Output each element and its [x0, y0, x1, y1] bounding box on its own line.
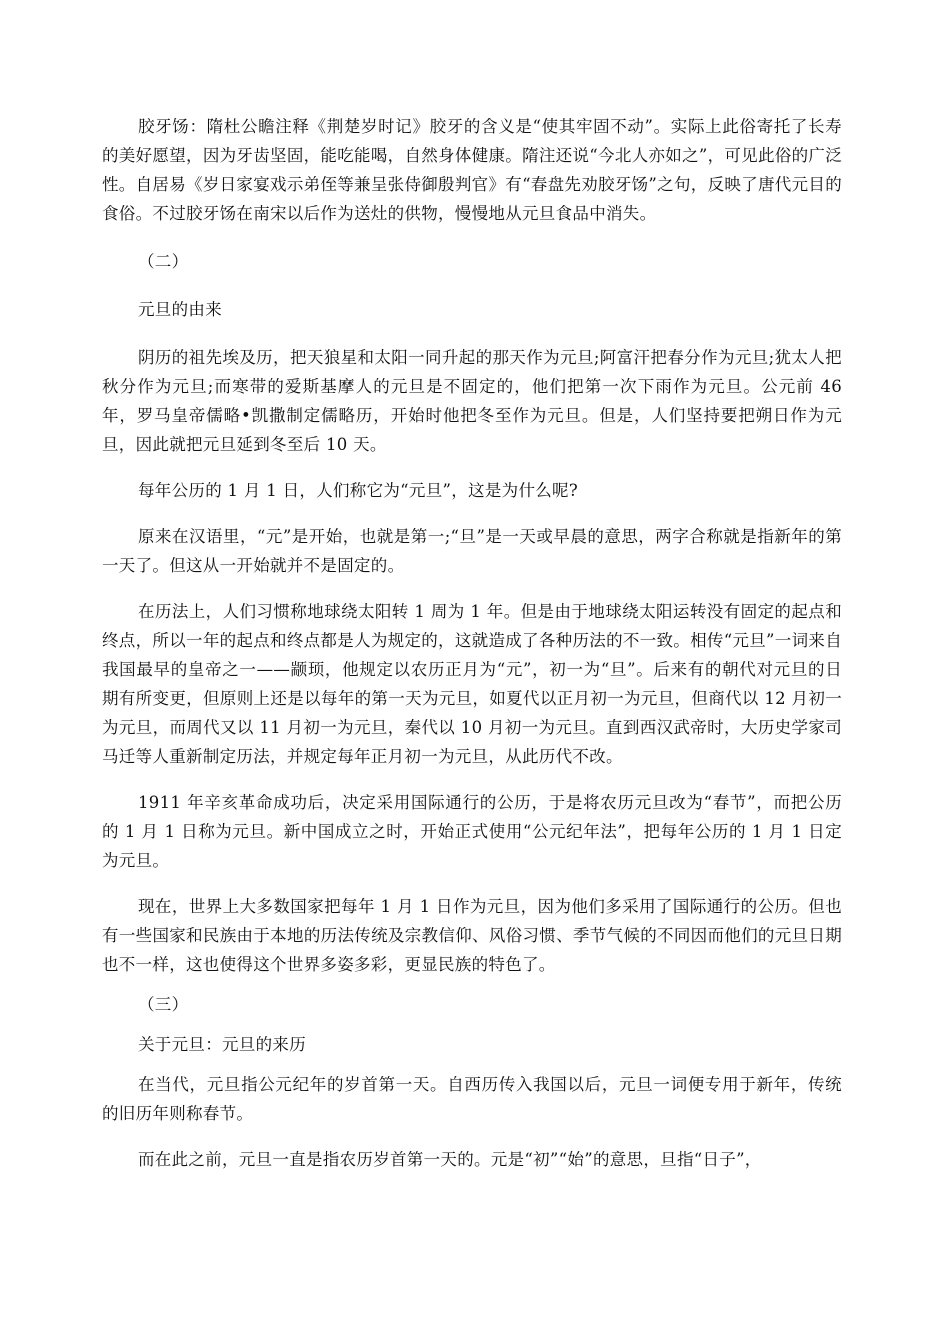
section-title-origin: 元旦的由来 — [138, 300, 222, 319]
paragraph-jiaoyaxing: 胶牙饧：隋杜公瞻注释《荆楚岁时记》胶牙的含义是“使其牢固不动”。实际上此俗寄托了长寿的美好愿望，因为牙齿坚固，能吃能喝，自然身体健康。隋注还说“今北人亦如之”，可见此俗的广泛性。自居易《岁日家宴戏示弟侄等兼呈张侍御殷判官》有“春盘先劝胶牙饧”之句，反映了唐代元目的食俗。不过胶牙饧在南宋以后作为送灶的供物，慢慢地从元旦食品中消失。 — [102, 117, 842, 223]
document-page — [102, 112, 842, 1174]
section-heading-3: （三） — [138, 995, 189, 1014]
section-heading-2: （二） — [138, 252, 189, 271]
paragraph-history: 在历法上，人们习惯称地球绕太阳转 1 周为 1 年。但是由于地球绕太阳运转没有固定的起点和终点，所以一年的起点和终点都是人为规定的，这就造成了各种历法的不一致。相传“元旦”一词来自我国最早的皇帝之一——颛顼，他规定以农历正月为“元”，初一为“旦”。后来有的朝代对元旦的日期有所变更，但原则上还是以每年的第一天为元旦，如夏代以正月初一为元旦，但商代以 12 月初一为元旦，而周代又以 11 月初一为元旦，秦代以 10 月初一为元旦。直到西汉武帝时，大历史学家司马迁等人重新制定历法，并规定每年正月初一为元旦，从此历代不改。 — [102, 602, 842, 766]
paragraph-modern: 在当代，元旦指公元纪年的岁首第一天。自西历传入我国以后，元旦一词便专用于新年，传统的旧历年则称春节。 — [102, 1075, 842, 1123]
paragraph-before: 而在此之前，元旦一直是指农历岁首第一天的。元是“初”“始”的意思，旦指“日子”， — [138, 1150, 762, 1169]
paragraph-meaning: 原来在汉语里，“元”是开始，也就是第一;“旦”是一天或早晨的意思，两字合称就是指新年的第一天了。但这从一开始就并不是固定的。 — [102, 527, 842, 575]
paragraph-question: 每年公历的 1 月 1 日，人们称它为“元旦”，这是为什么呢? — [138, 481, 578, 500]
paragraph-1911: 1911 年辛亥革命成功后，决定采用国际通行的公历，于是将农历元旦改为“春节”，而把公历的 1 月 1 日称为元旦。新中国成立之时，开始正式使用“公元纪年法”，把每年公历的 1 月 1 日定为元旦。 — [102, 793, 842, 870]
paragraph-calendars: 阴历的祖先埃及历，把天狼星和太阳一同升起的那天作为元旦;阿富汗把春分作为元旦;犹太人把秋分作为元旦;而寒带的爱斯基摩人的元旦是不固定的，他们把第一次下雨作为元旦。公元前 46 年，罗马皇帝儒略•凯撒制定儒略历，开始时他把冬至作为元旦。但是，人们坚持要把朔日作为元旦，因此就把元旦延到冬至后 10 天。 — [102, 348, 842, 454]
paragraph-world: 现在，世界上大多数国家把每年 1 月 1 日作为元旦，因为他们多采用了国际通行的公历。但也有一些国家和民族由于本地的历法传统及宗教信仰、风俗习惯、季节气候的不同因而他们的元旦日期也不一样，这也使得这个世界多姿多彩，更显民族的特色了。 — [102, 897, 842, 974]
section-title-about: 关于元旦：元旦的来历 — [138, 1035, 306, 1054]
